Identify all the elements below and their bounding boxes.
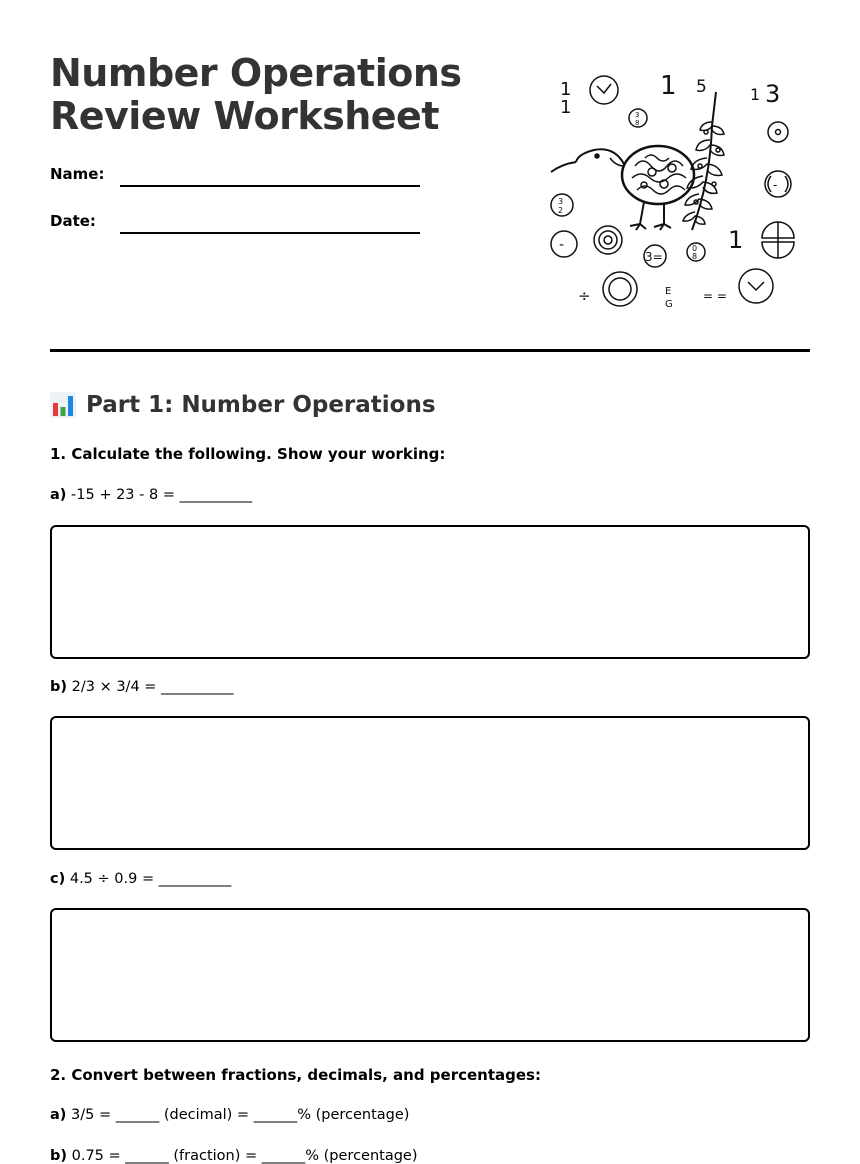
fraction-token-icon xyxy=(629,109,647,127)
glyph-1c: 1 xyxy=(660,71,677,101)
item-letter: c) xyxy=(50,871,66,887)
question-1a xyxy=(50,487,252,503)
question-1-prompt: 1. Calculate the following. Show your working: xyxy=(50,445,446,463)
glyph-minus-b: - xyxy=(559,237,565,253)
clock-icon-bottom xyxy=(739,269,773,303)
answer-box-1c[interactable] xyxy=(50,908,810,1042)
token-numerator: 3 xyxy=(635,111,640,119)
question-2-prompt: 2. Convert between fractions, decimals, and percentages: xyxy=(50,1066,541,1084)
fraction-bottom: 2 xyxy=(558,206,564,215)
glyph-eight: 8 xyxy=(692,252,698,261)
glyph-1a: 1 xyxy=(560,79,572,100)
answer-box-1b[interactable] xyxy=(50,716,810,850)
glyph-3a: 3 xyxy=(765,80,781,108)
name-line[interactable] xyxy=(120,185,420,187)
kiwi-bird-icon xyxy=(551,146,694,230)
date-field xyxy=(50,212,420,236)
glyph-equals: = = xyxy=(703,289,727,303)
item-text: 3/5 = ______ (decimal) = ______% (percentage) xyxy=(66,1107,410,1123)
date-line[interactable] xyxy=(120,232,420,234)
clock-icon xyxy=(590,76,618,104)
date-label: Date: xyxy=(50,212,96,230)
answer-box-1a[interactable] xyxy=(50,525,810,659)
glyph-e: E xyxy=(665,286,672,297)
kiwi-maths-illustration xyxy=(540,62,810,318)
three-equals-token-icon xyxy=(644,245,666,267)
item-text: -15 + 23 - 8 = __________ xyxy=(66,487,253,503)
title-line-2: Review Worksheet xyxy=(50,94,439,138)
glyph-three-equals: 3= xyxy=(645,250,663,264)
glyph-minus-a: - xyxy=(773,178,778,192)
name-label: Name: xyxy=(50,165,105,183)
glyph-divide: ÷ xyxy=(578,287,591,305)
part1-title: Part 1: Number Operations xyxy=(86,392,436,418)
token-denominator: 8 xyxy=(635,119,640,127)
glyph-1e: 1 xyxy=(728,226,744,254)
question-1b xyxy=(50,679,234,695)
target-circle-icon xyxy=(768,122,788,142)
item-letter: a) xyxy=(50,1107,67,1123)
item-letter: b) xyxy=(50,1148,68,1164)
glyph-5: 5 xyxy=(696,77,707,97)
header-divider xyxy=(50,349,810,352)
part1-heading xyxy=(50,388,436,422)
worksheet-page xyxy=(50,0,810,1164)
glyph-zero: 0 xyxy=(692,244,698,253)
target-rings-icon xyxy=(594,226,622,254)
glyph-1d: 1 xyxy=(750,85,761,104)
fraction-top: 3 xyxy=(558,197,564,206)
question-2a xyxy=(50,1107,409,1123)
quadrant-circle-icon xyxy=(762,222,794,258)
zero-eight-token-icon xyxy=(687,243,705,261)
name-field xyxy=(50,165,420,189)
item-letter: a) xyxy=(50,487,67,503)
double-ring-icon xyxy=(603,272,637,306)
bar-chart-icon xyxy=(50,392,76,418)
glyph-1b: 1 xyxy=(560,97,572,118)
title-line-1: Number Operations xyxy=(50,51,462,95)
item-text: 4.5 ÷ 0.9 = __________ xyxy=(65,871,232,887)
glyph-g: G xyxy=(665,299,673,310)
question-2b xyxy=(50,1148,418,1164)
fraction-circle-icon xyxy=(551,194,573,216)
item-text: 2/3 × 3/4 = __________ xyxy=(67,679,234,695)
minus-token-icon xyxy=(765,171,791,197)
item-text: 0.75 = ______ (fraction) = ______% (percentage) xyxy=(67,1148,418,1164)
worksheet-header xyxy=(50,0,810,352)
worksheet-title xyxy=(50,52,520,138)
question-1c xyxy=(50,871,231,887)
minus-circle-icon xyxy=(551,231,577,257)
item-letter: b) xyxy=(50,679,68,695)
